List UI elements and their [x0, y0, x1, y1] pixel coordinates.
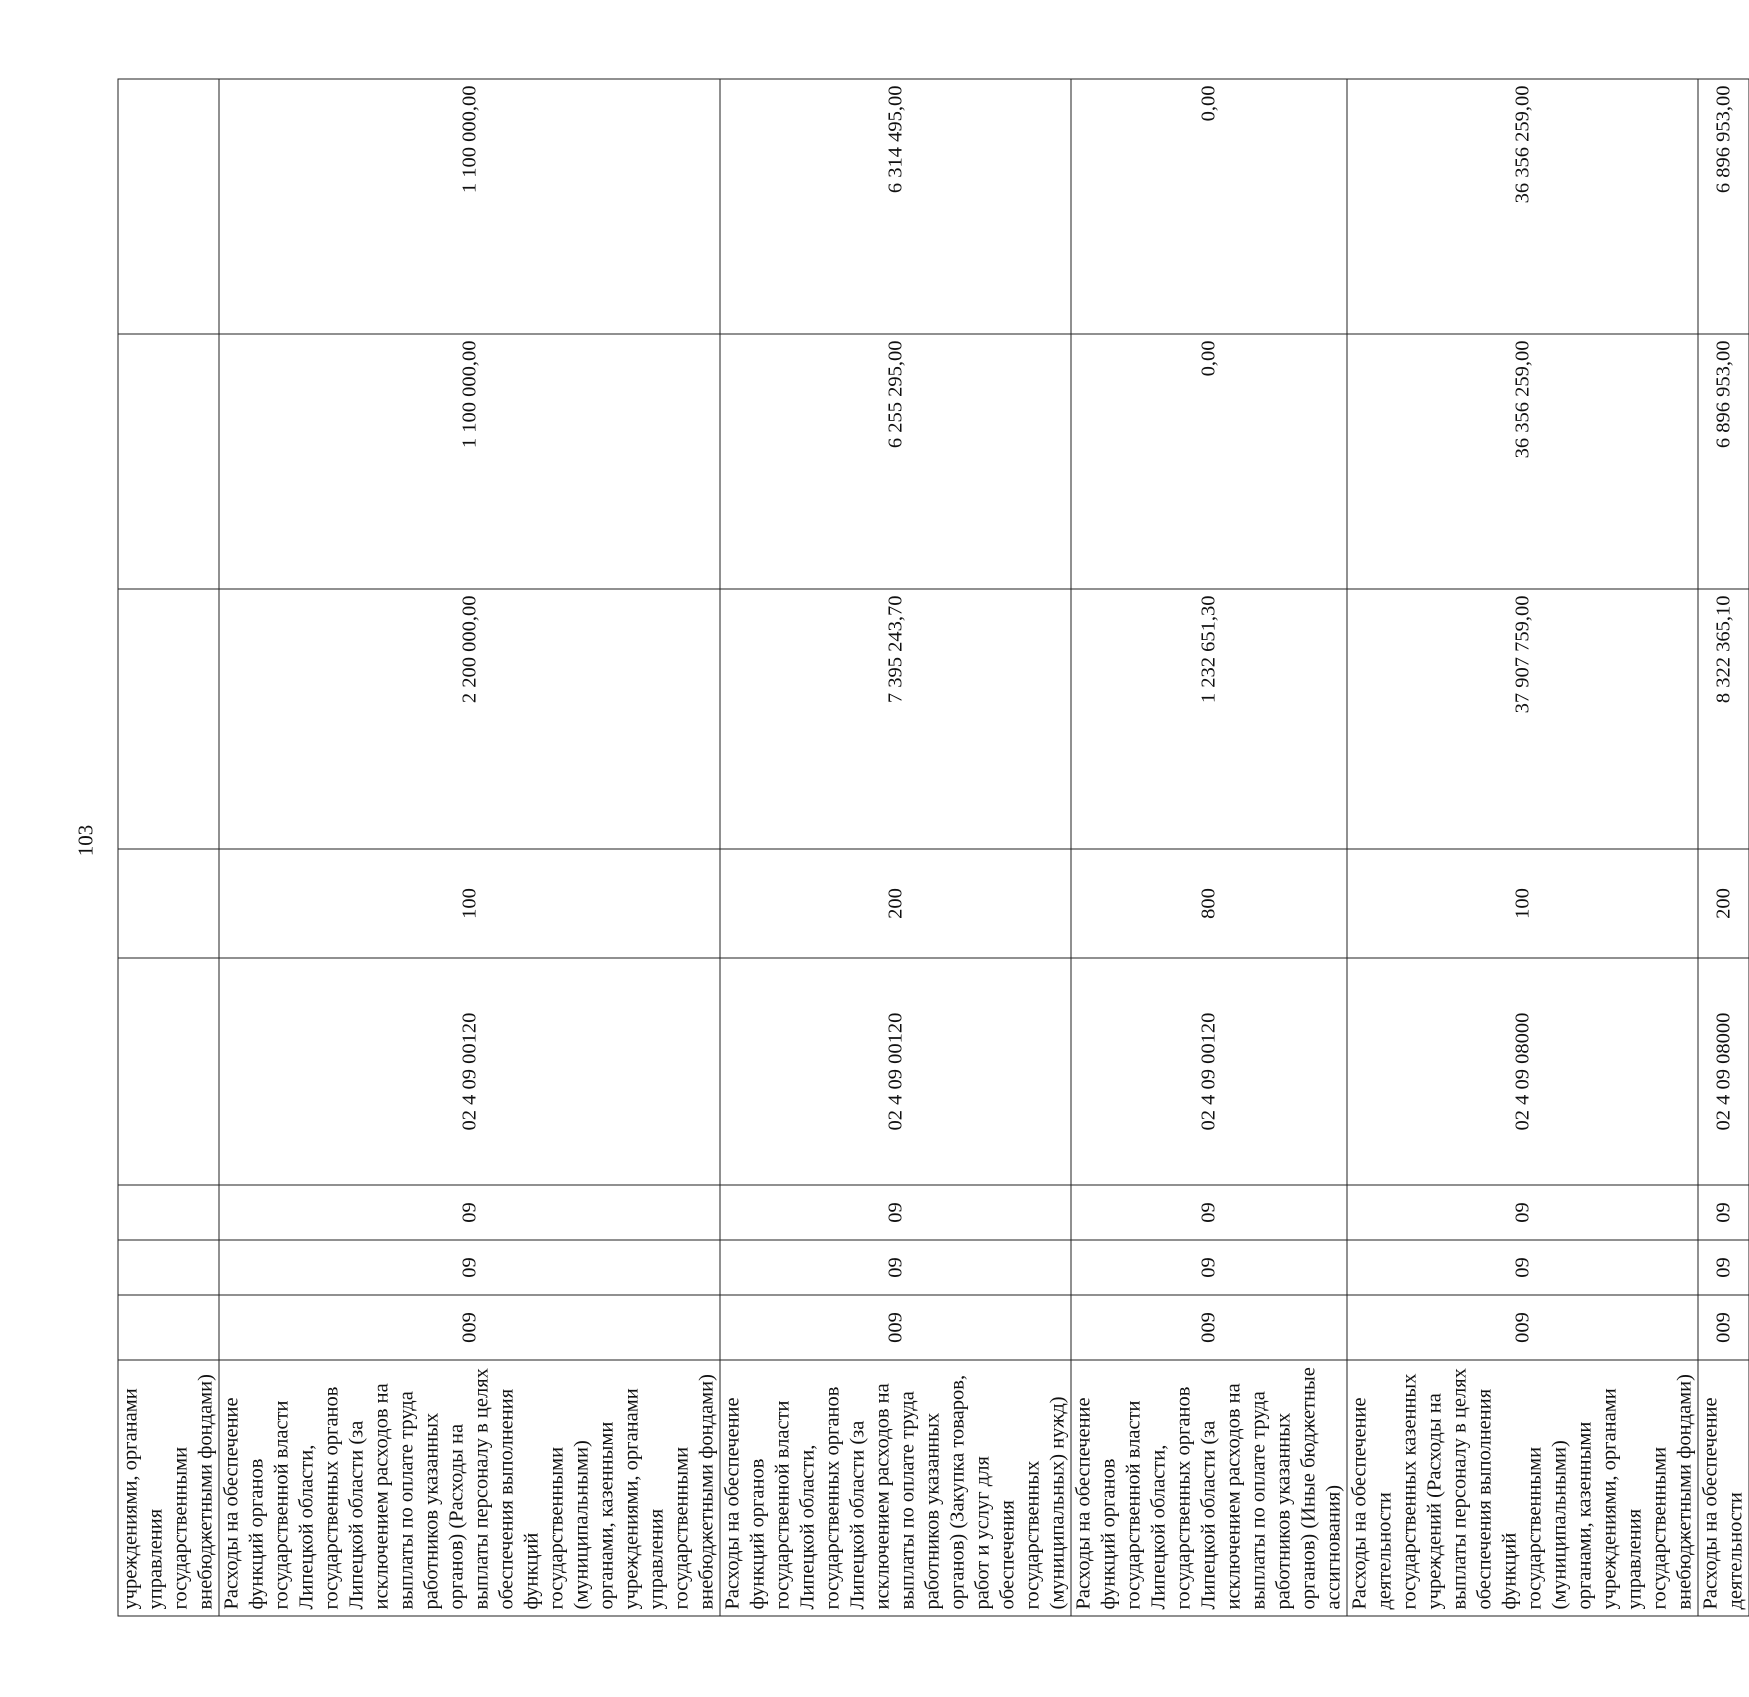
rotated-page-content	[117, 80, 1746, 1617]
pr-cell: 09	[1698, 1185, 1749, 1240]
table-row	[720, 79, 1071, 1616]
sum3-cell: 6 896 953,00	[1698, 79, 1749, 334]
sum3-cell: 0,00	[1071, 79, 1347, 334]
page-number: 103	[73, 824, 98, 857]
pr-cell: 09	[219, 1185, 720, 1240]
sum1-cell: 2 200 000,00	[219, 589, 720, 849]
sum1-cell: 1 232 651,30	[1071, 589, 1347, 849]
csr-cell	[118, 958, 219, 1185]
ved-cell: 009	[1071, 1295, 1347, 1360]
vr-cell: 800	[1071, 849, 1347, 958]
csr-cell: 02 4 09 00120	[1071, 958, 1347, 1185]
row-name: Расходы на обеспечение функций органов государственной власти Липецкой области, государственных органов Липецкой области (за исключением расходов на выплаты по оплате труда работников указанных органов) (Расходы на выплаты персоналу в целях обеспечения выполнения функций государственными (муниципальными) органами, казенными учреждениями, органами управления государственными внебюджетными фондами)	[219, 1360, 720, 1616]
vr-cell: 200	[720, 849, 1071, 958]
pr-cell: 09	[720, 1185, 1071, 1240]
sum1-cell	[118, 589, 219, 849]
rz-cell: 09	[219, 1240, 720, 1295]
sum3-cell: 6 314 495,00	[720, 79, 1071, 334]
row-name: Расходы на обеспечение деятельности	[1698, 1360, 1749, 1616]
csr-cell: 02 4 09 00120	[720, 958, 1071, 1185]
sum2-cell: 0,00	[1071, 334, 1347, 589]
csr-cell: 02 4 09 08000	[1698, 958, 1749, 1185]
row-name: Расходы на обеспечение функций органов государственной власти Липецкой области, государственных органов Липецкой области (за исключением расходов на выплаты по оплате труда работников указанных органов) (Закупка товаров, работ и услуг для обеспечения государственных (муниципальных) нужд)	[720, 1360, 1071, 1616]
csr-cell: 02 4 09 08000	[1347, 958, 1698, 1185]
pr-cell: 09	[1071, 1185, 1347, 1240]
row-name: учреждениями, органами управления государственными внебюджетными фондами)	[118, 1360, 219, 1616]
row-name: Расходы на обеспечение функций органов государственной власти Липецкой области, государственных органов Липецкой области (за исключением расходов на выплаты по оплате труда работников указанных органов) (Иные бюджетные ассигнования)	[1071, 1360, 1347, 1616]
sum2-cell: 6 255 295,00	[720, 334, 1071, 589]
sum2-cell: 6 896 953,00	[1698, 334, 1749, 589]
rz-cell	[118, 1240, 219, 1295]
vr-cell: 100	[219, 849, 720, 958]
sum3-cell: 36 356 259,00	[1347, 79, 1698, 334]
ved-cell: 009	[720, 1295, 1071, 1360]
csr-cell: 02 4 09 00120	[219, 958, 720, 1185]
pr-cell	[118, 1185, 219, 1240]
ved-cell: 009	[1347, 1295, 1698, 1360]
table-row	[118, 79, 219, 1616]
vr-cell: 200	[1698, 849, 1749, 958]
ved-cell	[118, 1295, 219, 1360]
sum1-cell: 7 395 243,70	[720, 589, 1071, 849]
table-row	[1347, 79, 1698, 1616]
sum1-cell: 8 322 365,10	[1698, 589, 1749, 849]
table-row	[1071, 79, 1347, 1616]
row-name: Расходы на обеспечение деятельности государственных казенных учреждений (Расходы на выплаты персоналу в целях обеспечения выполнения функций государственными (муниципальными) органами, казенными учреждениями, органами управления государственными внебюджетными фондами)	[1347, 1360, 1698, 1616]
rz-cell: 09	[720, 1240, 1071, 1295]
sum3-cell	[118, 79, 219, 334]
vr-cell	[118, 849, 219, 958]
rz-cell: 09	[1071, 1240, 1347, 1295]
sum2-cell	[118, 334, 219, 589]
vr-cell: 100	[1347, 849, 1698, 958]
sum2-cell: 36 356 259,00	[1347, 334, 1698, 589]
sum2-cell: 1 100 000,00	[219, 334, 720, 589]
ved-cell: 009	[1698, 1295, 1749, 1360]
budget-table	[117, 79, 1749, 1617]
table-row	[219, 79, 720, 1616]
sum3-cell: 1 100 000,00	[219, 79, 720, 334]
ved-cell: 009	[219, 1295, 720, 1360]
pr-cell: 09	[1347, 1185, 1698, 1240]
rz-cell: 09	[1347, 1240, 1698, 1295]
table-row	[1698, 79, 1749, 1616]
rz-cell: 09	[1698, 1240, 1749, 1295]
sum1-cell: 37 907 759,00	[1347, 589, 1698, 849]
